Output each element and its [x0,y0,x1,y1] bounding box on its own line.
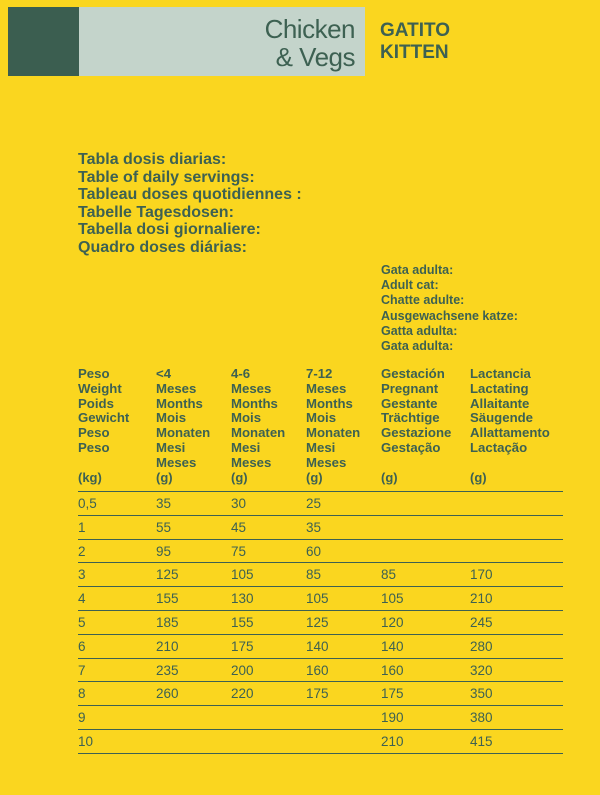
table-cell: 140 [381,639,404,654]
column-unit: (g) [381,470,398,485]
table-cell: 210 [470,591,493,606]
table-rule [78,658,563,659]
table-cell: 60 [306,544,322,559]
table-cell: 260 [156,686,179,701]
table-cell: 320 [470,663,493,678]
column-header-line: Lactating [470,380,529,396]
table-cell: 85 [306,567,322,582]
column-header-line: Mesi [156,439,186,455]
table-cell: 130 [231,591,254,606]
table-cell: 245 [470,615,493,630]
table-weight-cell: 9 [78,710,86,725]
table-rule [78,586,563,587]
column-header [470,367,550,456]
adult-cat-line: Ausgewachsene katze: [381,308,518,323]
header-color-block [8,7,79,76]
column-header [156,367,210,471]
table-weight-cell: 10 [78,734,94,749]
column-unit: (g) [156,470,173,485]
table-weight-cell: 0,5 [78,496,97,511]
table-rule [78,515,563,516]
column-header-line: Weight [78,380,122,396]
column-header-line: Mesi [231,439,261,455]
table-cell: 175 [381,686,404,701]
column-header [306,367,360,471]
table-title [78,151,302,256]
table-weight-cell: 3 [78,567,86,582]
table-cell: 105 [381,591,404,606]
table-cell: 175 [231,639,254,654]
table-cell: 120 [381,615,404,630]
column-unit: (g) [470,470,487,485]
column-header-line: Meses [306,380,347,396]
column-header [78,367,129,456]
column-header-line: Meses [231,454,272,470]
table-cell: 45 [231,520,247,535]
column-header-line: Monaten [306,425,361,441]
adult-cat-line: Gata adulta: [381,263,454,277]
table-cell: 105 [306,591,329,606]
table-cell: 25 [306,496,322,511]
table-cell: 160 [306,663,329,678]
table-rule [78,610,563,611]
header-product-panel [79,7,365,76]
age-label [380,20,450,64]
product-name [265,15,355,71]
adult-cat-heading [381,263,518,354]
table-cell: 280 [470,639,493,654]
table-rule [78,705,563,706]
column-header-line: Gestação [381,439,441,455]
table-weight-cell: 5 [78,615,86,630]
table-rule [78,562,563,563]
table-rule [78,491,563,492]
column-header-line: Monaten [156,425,211,441]
adult-cat-line: Chatte adulte: [381,293,465,308]
table-cell: 185 [156,615,179,630]
column-header-line: Trächtige [381,410,440,426]
title-line: Table of daily servings: [78,168,255,186]
column-header-line: Meses [306,454,347,470]
title-line: Tabla dosis diarias: [78,151,227,168]
table-cell: 105 [231,567,254,582]
column-unit: (g) [231,470,248,485]
column-header-line: Peso [78,425,110,441]
table-cell: 30 [231,496,247,511]
column-header-line: Months [231,395,278,411]
column-header-line: Mois [156,410,187,426]
table-cell: 160 [381,663,404,678]
column-header [231,367,285,471]
table-weight-cell: 4 [78,591,86,606]
column-header-line: Gewicht [78,410,130,426]
table-cell: 155 [231,615,254,630]
table-cell: 95 [156,544,172,559]
product-name-line: Chicken [264,14,355,44]
column-header-line: Lactancia [470,366,531,381]
adult-cat-line: Gata adulta: [381,339,454,354]
column-header-line: Poids [78,395,114,411]
column-header-line: Gestante [381,395,438,411]
column-header-line: Allaitante [470,395,530,411]
table-rule [78,539,563,540]
column-header-line: Gestazione [381,425,452,441]
column-header-line: Meses [156,454,197,470]
table-cell: 125 [156,567,179,582]
table-cell: 350 [470,686,493,701]
table-cell: 85 [381,567,397,582]
table-cell: 210 [381,734,404,749]
table-cell: 35 [156,496,172,511]
table-cell: 140 [306,639,329,654]
column-header-line: Mesi [306,439,336,455]
column-unit: (kg) [78,470,102,485]
table-cell: 35 [306,520,322,535]
column-header-line: Peso [78,439,110,455]
column-header-line: Months [306,395,353,411]
column-header-line: Säugende [470,410,534,426]
table-rule [78,753,563,754]
table-cell: 415 [470,734,493,749]
column-header-line: Monaten [231,425,286,441]
adult-cat-line: Gatta adulta: [381,323,458,338]
column-header-line: <4 [156,366,172,381]
table-cell: 380 [470,710,493,725]
table-cell: 155 [156,591,179,606]
product-name-line: & Vegs [275,42,355,72]
column-header-line: 7-12 [306,366,333,381]
column-header-line: Lactação [470,439,528,455]
column-header-line: Gestación [381,366,445,381]
table-rule [78,729,563,730]
table-cell: 175 [306,686,329,701]
table-weight-cell: 7 [78,663,86,678]
table-rule [78,681,563,682]
table-weight-cell: 2 [78,544,86,559]
column-header-line: Allattamento [470,425,550,441]
table-cell: 75 [231,544,247,559]
age-label-line: GATITO [380,20,451,41]
column-header-line: Meses [231,380,272,396]
table-weight-cell: 1 [78,520,86,535]
title-line: Tabelle Tagesdosen: [78,203,234,221]
title-line: Tabella dosi giornaliere: [78,221,261,238]
title-line: Tableau doses quotidiennes : [78,186,302,203]
age-label-line: KITTEN [380,42,449,63]
table-cell: 200 [231,663,254,678]
table-cell: 210 [156,639,179,654]
title-line: Quadro doses diárias: [78,238,247,256]
table-cell: 190 [381,710,404,725]
table-weight-cell: 8 [78,686,86,701]
table-cell: 55 [156,520,172,535]
table-cell: 170 [470,567,493,582]
table-rule [78,634,563,635]
table-cell: 125 [306,615,329,630]
table-cell: 235 [156,663,179,678]
column-header-line: Mois [231,410,262,426]
table-cell: 220 [231,686,254,701]
column-header-line: Pregnant [381,380,439,396]
column-header-line: Mois [306,410,337,426]
column-header-line: Peso [78,366,110,381]
column-header-line: Meses [156,380,197,396]
column-unit: (g) [306,470,323,485]
column-header-line: 4-6 [231,366,251,381]
table-weight-cell: 6 [78,639,86,654]
column-header [381,367,451,456]
adult-cat-line: Adult cat: [381,278,439,293]
column-header-line: Months [156,395,203,411]
